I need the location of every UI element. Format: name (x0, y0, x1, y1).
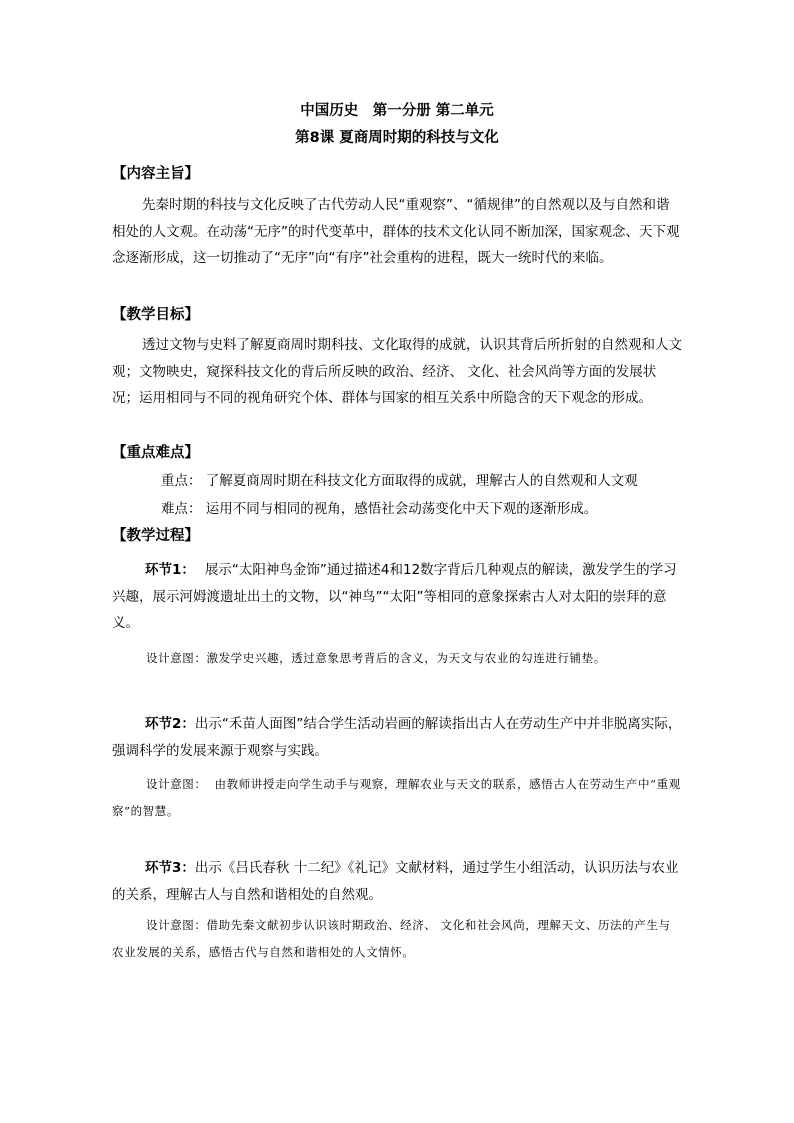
section-heading-goals: 【教学目标】 (112, 307, 199, 323)
difficulty-label: 难点： (161, 501, 202, 517)
section-heading-process: 【教学过程】 (112, 528, 199, 544)
design-intent-1 (112, 645, 682, 672)
step-3-label: 环节3： (145, 860, 195, 876)
document-title-line1: 中国历史 第一分册 第二单元 (300, 103, 494, 119)
design-2-text: 由教师讲授走向学生动手与观察，理解农业与天文的联系，感悟古人在劳动生产中“重观察”的智慧。 (112, 777, 681, 818)
key-point-label: 重点： (161, 473, 202, 489)
design-3-label: 设计意图： (146, 918, 207, 932)
step-2-text: 出示“禾苗人面图”结合学生活动岩画的解读指出古人在劳动生产中并非脱离实际，强调科学的发展来源于观察与实践。 (112, 716, 682, 759)
key-point-text: 了解夏商周时期在科技文化方面取得的成就，理解古人的自然观和人文观 (205, 473, 638, 489)
process-step-2 (112, 711, 682, 764)
difficulty-line (161, 499, 597, 519)
section-heading-content: 【内容主旨】 (112, 166, 199, 182)
key-point-line (161, 471, 638, 491)
section-heading-key-points: 【重点难点】 (112, 445, 199, 461)
step-1-text: 展示“太阳神鸟金饰”通过描述4和12数字背后几种观点的解读，激发学生的学习兴趣，展示河姆渡遗址出土的文物，以“神鸟”“太阳”等相同的意象探索古人对太阳的崇拜的意义。 (112, 562, 677, 631)
difficulty-text: 运用不同与相同的视角，感悟社会动荡变化中天下观的逐渐形成。 (205, 501, 598, 517)
step-1-label: 环节1： (145, 562, 195, 578)
design-2-label: 设计意图： (146, 777, 207, 791)
design-1-text: 激发学史兴趣，透过意象思考背后的含义，为天文与农业的勾连进行铺垫。 (206, 651, 606, 665)
goals-paragraph: 透过文物与史料了解夏商周时期科技、文化取得的成就，认识其背后所折射的自然观和人文观；文物映史，窥探科技文化的背后所反映的政治、经济、 文化、社会风尚等方面的发展状况；运用相同与不同的视角研究个体、群体与国家的相互关系中所隐含的天下观念的形成。 (112, 337, 682, 406)
step-2-label: 环节2： (145, 716, 195, 732)
design-intent-2 (112, 771, 682, 825)
design-3-text: 借助先秦文献初步认识该时期政治、经济、 文化和社会风尚，理解天文、历法的产生与农业发展的关系，感悟古代与自然和谐相处的人文情怀。 (112, 918, 671, 959)
design-intent-3 (112, 912, 682, 966)
design-1-label: 设计意图： (146, 651, 207, 665)
process-step-1 (112, 557, 682, 637)
step-3-text: 出示《吕氏春秋 十二纪》《礼记》文献材料，通过学生小组活动，认识历法与农业的关系，理解古人与自然和谐相处的自然观。 (112, 860, 679, 903)
process-step-3 (112, 855, 682, 908)
document-title-line2: 第8课 夏商周时期的科技与文化 (295, 130, 499, 146)
content-paragraph: 先秦时期的科技与文化反映了古代劳动人民“重观察”、“循规律”的自然观以及与自然和谐相处的人文观。在动荡“无序”的时代变革中，群体的技术文化认同不断加深，国家观念、天下观念逐渐形成，这一切推动了“无序”向“有序”社会重构的进程，既大一统时代的来临。 (112, 197, 680, 266)
